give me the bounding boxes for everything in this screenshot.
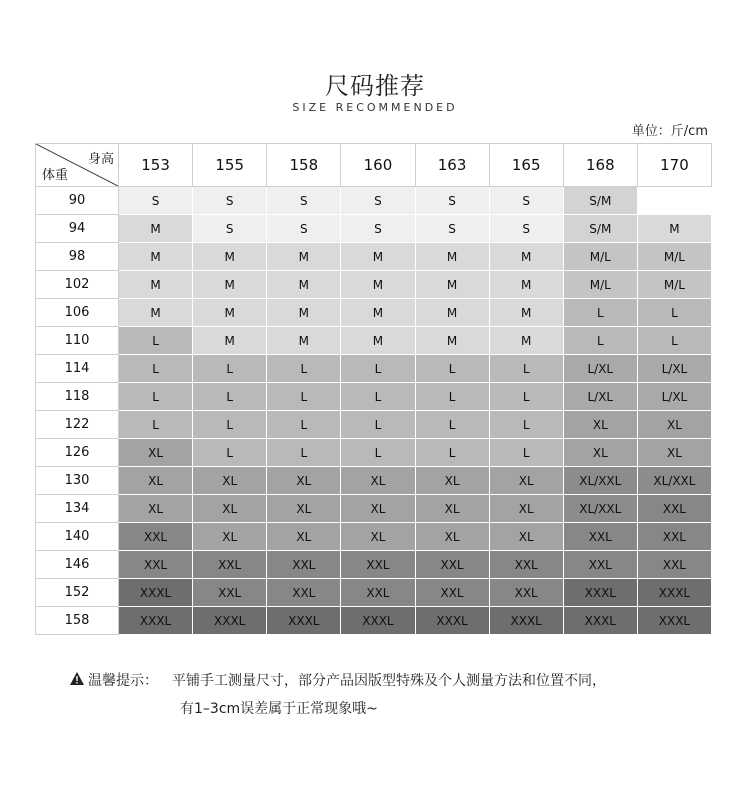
weight-cell: 106 [36, 299, 119, 327]
size-cell: XXXL [563, 579, 637, 607]
size-cell: M [341, 243, 415, 271]
size-cell: L [563, 327, 637, 355]
size-row [36, 215, 712, 243]
size-cell: M [341, 271, 415, 299]
size-cell: XL [193, 467, 267, 495]
warning-icon [70, 667, 88, 695]
size-cell: M [267, 271, 341, 299]
size-cell: XXXL [341, 607, 415, 635]
size-cell: XL [267, 523, 341, 551]
size-cell: M [415, 327, 489, 355]
size-cell: L [341, 439, 415, 467]
size-cell: XXL [489, 551, 563, 579]
size-chart-table [35, 143, 712, 635]
unit-label: 单位：斤/cm [631, 124, 708, 139]
size-cell: L [119, 355, 193, 383]
size-cell: XL [193, 495, 267, 523]
size-cell: L [119, 383, 193, 411]
size-cell: L [341, 355, 415, 383]
size-cell: XL [193, 523, 267, 551]
size-row [36, 271, 712, 299]
size-cell: XXL [119, 551, 193, 579]
size-cell: L [489, 355, 563, 383]
height-header: 168 [563, 144, 637, 187]
size-cell: XXXL [193, 607, 267, 635]
size-cell: XXXL [637, 607, 711, 635]
size-cell: L [119, 411, 193, 439]
size-cell: XL [637, 439, 711, 467]
page-subtitle: SIZE RECOMMENDED [292, 101, 458, 114]
size-row [36, 187, 712, 215]
size-row [36, 243, 712, 271]
size-cell: M/L [637, 271, 711, 299]
size-cell: XXXL [119, 607, 193, 635]
size-cell: M [119, 215, 193, 243]
size-cell: L [489, 383, 563, 411]
size-cell: XL [267, 467, 341, 495]
size-cell: L [193, 383, 267, 411]
size-cell: XXXL [119, 579, 193, 607]
size-cell: XL [489, 467, 563, 495]
size-cell: XXL [563, 551, 637, 579]
size-cell: L [637, 299, 711, 327]
size-cell: L [637, 327, 711, 355]
size-cell: L [267, 439, 341, 467]
size-cell: XL [415, 495, 489, 523]
weight-cell: 158 [36, 607, 119, 635]
tip-note [70, 667, 606, 723]
height-header: 170 [637, 144, 711, 187]
size-cell: M [489, 271, 563, 299]
size-cell: L [563, 299, 637, 327]
size-row [36, 439, 712, 467]
size-cell: L [267, 355, 341, 383]
size-row [36, 355, 712, 383]
weight-cell: 102 [36, 271, 119, 299]
weight-cell: 118 [36, 383, 119, 411]
size-cell: L [489, 439, 563, 467]
size-cell: M [193, 327, 267, 355]
size-cell: S/M [563, 215, 637, 243]
size-cell: XL/XXL [563, 467, 637, 495]
size-cell: L/XL [563, 355, 637, 383]
size-cell: XXL [341, 551, 415, 579]
size-cell: XL [563, 439, 637, 467]
size-cell: XL/XXL [563, 495, 637, 523]
size-cell: XXL [637, 551, 711, 579]
size-cell: XL [489, 495, 563, 523]
size-cell: XXL [267, 579, 341, 607]
weight-cell: 90 [36, 187, 119, 215]
header-row [36, 144, 712, 187]
size-row [36, 467, 712, 495]
weight-cell: 122 [36, 411, 119, 439]
height-header: 160 [341, 144, 415, 187]
size-cell: XXL [119, 523, 193, 551]
weight-cell: 110 [36, 327, 119, 355]
size-cell: L [415, 355, 489, 383]
size-row [36, 523, 712, 551]
size-cell: L [267, 411, 341, 439]
size-cell: L [415, 411, 489, 439]
size-cell: S [415, 187, 489, 215]
size-cell: M [119, 271, 193, 299]
size-cell: S [193, 215, 267, 243]
size-cell: XL [267, 495, 341, 523]
size-cell: M [341, 327, 415, 355]
size-cell: XXL [193, 551, 267, 579]
size-cell: M [267, 327, 341, 355]
size-cell: L [193, 411, 267, 439]
weight-cell: 114 [36, 355, 119, 383]
tip-label: 温馨提示： [88, 673, 158, 689]
tip-line-1: 平铺手工测量尺寸，部分产品因版型特殊及个人测量方法和位置不同， [172, 673, 606, 689]
size-row [36, 383, 712, 411]
size-cell: M [193, 271, 267, 299]
size-cell: S [267, 215, 341, 243]
size-cell: M [119, 299, 193, 327]
size-cell: L [415, 439, 489, 467]
size-cell: M [267, 243, 341, 271]
height-header: 153 [119, 144, 193, 187]
size-cell: XL [489, 523, 563, 551]
size-cell: M [415, 243, 489, 271]
size-cell: S [267, 187, 341, 215]
size-cell: L/XL [637, 355, 711, 383]
weight-cell: 152 [36, 579, 119, 607]
size-cell: L [341, 383, 415, 411]
size-cell: M [489, 299, 563, 327]
weight-cell: 146 [36, 551, 119, 579]
size-cell: M/L [637, 243, 711, 271]
size-cell: S [193, 187, 267, 215]
size-cell: XXL [415, 551, 489, 579]
size-cell: S [489, 187, 563, 215]
size-cell: M [193, 243, 267, 271]
height-header: 165 [489, 144, 563, 187]
size-cell: L [341, 411, 415, 439]
size-cell: XL [415, 523, 489, 551]
corner-cell [36, 144, 119, 187]
height-header: 158 [267, 144, 341, 187]
size-cell: M [637, 215, 711, 243]
size-cell: XXL [637, 495, 711, 523]
height-axis-label: 身高 [87, 152, 114, 167]
size-cell: M [415, 299, 489, 327]
size-cell: L [193, 355, 267, 383]
size-row [36, 579, 712, 607]
size-cell: L [415, 383, 489, 411]
size-cell: L [489, 411, 563, 439]
size-cell: M/L [563, 243, 637, 271]
weight-cell: 140 [36, 523, 119, 551]
size-cell: XXL [415, 579, 489, 607]
tip-line-2: 有1–3cm误差属于正常现象哦~ [180, 701, 378, 717]
size-cell: M [341, 299, 415, 327]
size-cell: S/M [563, 187, 637, 215]
size-cell: XL [341, 523, 415, 551]
size-row [36, 411, 712, 439]
weight-cell: 134 [36, 495, 119, 523]
size-cell: XL [637, 411, 711, 439]
height-header: 155 [193, 144, 267, 187]
size-cell: L/XL [637, 383, 711, 411]
size-cell: S [119, 187, 193, 215]
size-cell: XL/XXL [637, 467, 711, 495]
size-cell: XXXL [563, 607, 637, 635]
size-cell: XL [119, 439, 193, 467]
weight-cell: 98 [36, 243, 119, 271]
size-cell: M [489, 327, 563, 355]
size-cell: XXXL [489, 607, 563, 635]
size-cell: L [267, 383, 341, 411]
page-title: 尺码推荐 [325, 72, 425, 100]
size-cell: XL [563, 411, 637, 439]
size-row [36, 607, 712, 635]
size-cell: S [341, 187, 415, 215]
size-cell: XXXL [267, 607, 341, 635]
size-cell: S [415, 215, 489, 243]
size-cell: S [341, 215, 415, 243]
size-row [36, 299, 712, 327]
size-cell: M [193, 299, 267, 327]
size-cell: L/XL [563, 383, 637, 411]
weight-cell: 130 [36, 467, 119, 495]
size-row [36, 551, 712, 579]
size-cell: XL [119, 495, 193, 523]
size-cell: M [267, 299, 341, 327]
size-cell: L [193, 439, 267, 467]
weight-cell: 126 [36, 439, 119, 467]
size-cell: XXXL [637, 579, 711, 607]
size-row [36, 495, 712, 523]
size-cell: M [489, 243, 563, 271]
height-header: 163 [415, 144, 489, 187]
size-cell: L [119, 327, 193, 355]
size-cell: XL [341, 495, 415, 523]
size-cell: XXL [193, 579, 267, 607]
size-cell: XL [341, 467, 415, 495]
size-cell: XXL [341, 579, 415, 607]
size-cell: M [119, 243, 193, 271]
size-cell: XL [415, 467, 489, 495]
size-cell: XL [119, 467, 193, 495]
size-cell: XXL [563, 523, 637, 551]
size-cell: S [489, 215, 563, 243]
size-cell: XXL [489, 579, 563, 607]
size-row [36, 327, 712, 355]
size-cell: XXL [637, 523, 711, 551]
size-cell: XXL [267, 551, 341, 579]
size-cell: M/L [563, 271, 637, 299]
size-cell: XXXL [415, 607, 489, 635]
size-cell: M [415, 271, 489, 299]
size-cell [637, 187, 711, 215]
weight-cell: 94 [36, 215, 119, 243]
weight-axis-label: 体重 [42, 168, 69, 183]
